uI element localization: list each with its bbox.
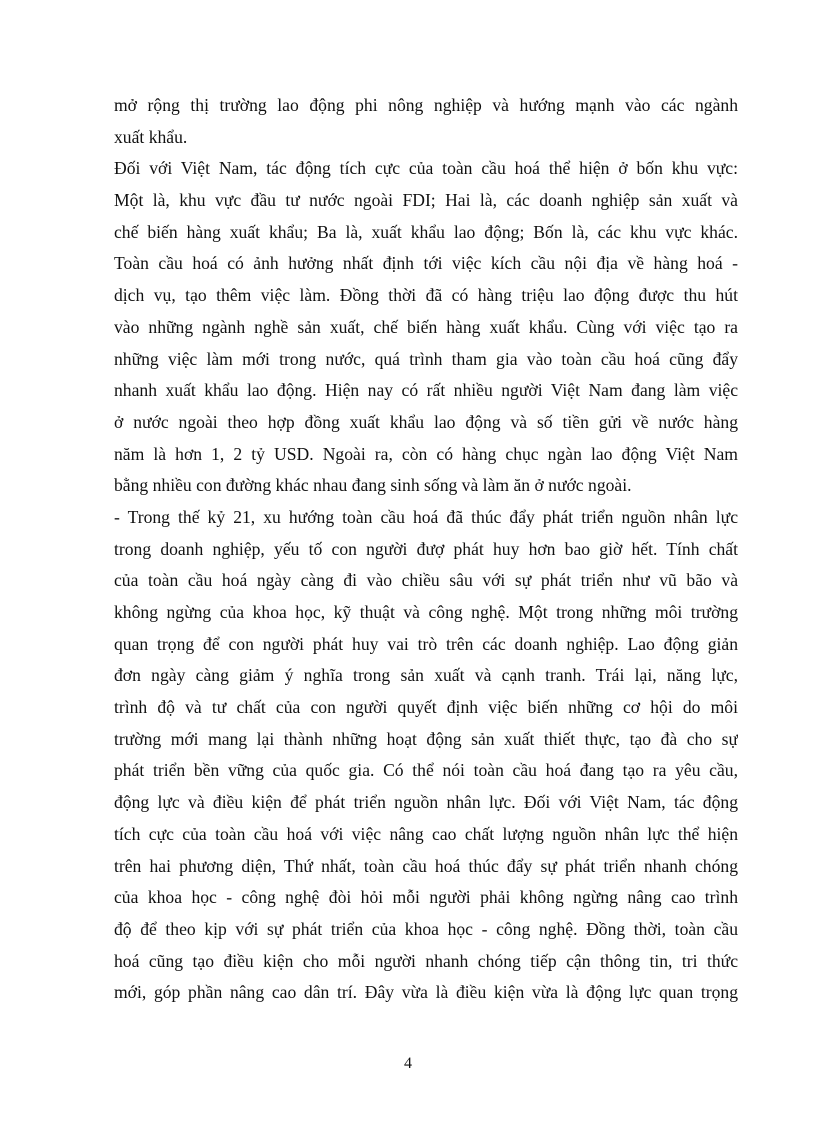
text-line: những việc làm mới trong nước, quá trình tham gia vào toàn cầu hoá cũng đẩy xyxy=(114,348,738,369)
text-line: nhanh xuất khẩu lao động. Hiện nay có rất nhiều người Việt Nam đang làm việc xyxy=(114,380,738,401)
text-line: của toàn cầu hoá ngày càng đi vào chiều sâu với sự phát triển như vũ bão và xyxy=(114,570,738,591)
text-line: Đối với Việt Nam, tác động tích cực của toàn cầu hoá thể hiện ở bốn khu vực: xyxy=(114,158,738,179)
text-line: không ngừng của khoa học, kỹ thuật và công nghệ. Một trong những môi trường xyxy=(114,602,738,622)
text-line: mới, góp phần nâng cao dân trí. Đây vừa là điều kiện vừa là động lực quan trọng xyxy=(114,982,738,1003)
text-line: hoá cũng tạo điều kiện cho mỗi người nhanh chóng tiếp cận thông tin, tri thức xyxy=(114,950,738,971)
text-line: trên hai phương diện, Thứ nhất, toàn cầu hoá thúc đẩy sự phát triển nhanh chóng xyxy=(114,855,738,876)
text-line: đơn ngày càng giảm ý nghĩa trong sản xuất và cạnh tranh. Trái lại, năng lực, xyxy=(114,665,738,686)
page-number: 4 xyxy=(404,1055,412,1072)
text-line: độ để theo kịp với sự phát triển của khoa học - công nghệ. Đồng thời, toàn cầu xyxy=(114,918,738,939)
text-line: Một là, khu vực đầu tư nước ngoài FDI; Hai là, các doanh nghiệp sản xuất và xyxy=(114,190,738,211)
text-line: chế biến hàng xuất khẩu; Ba là, xuất khẩu lao động; Bốn là, các khu vực khác. xyxy=(114,221,738,242)
text-line: trình độ và tư chất của con người quyết định việc biến những cơ hội do môi xyxy=(114,697,738,718)
text-line: - Trong thế kỷ 21, xu hướng toàn cầu hoá đã thúc đẩy phát triển nguồn nhân lực xyxy=(114,506,738,527)
body-text xyxy=(114,90,738,1009)
text-line: ở nước ngoài theo hợp đồng xuất khẩu lao động và số tiền gửi về nước hàng xyxy=(114,411,738,432)
text-line: Toàn cầu hoá có ảnh hưởng nhất định tới việc kích cầu nội địa về hàng hoá - xyxy=(114,253,738,274)
text-line: bằng nhiều con đường khác nhau đang sinh sống và làm ăn ở nước ngoài. xyxy=(114,475,632,496)
text-line: năm là hơn 1, 2 tỷ USD. Ngoài ra, còn có hàng chục ngàn lao động Việt Nam xyxy=(114,443,738,464)
text-line: động lực và điều kiện để phát triển nguồn nhân lực. Đối với Việt Nam, tác động xyxy=(114,792,738,813)
text-line: quan trọng để con người phát huy vai trò trên các doanh nghiệp. Lao động giản xyxy=(114,633,738,654)
text-line: trường mới mang lại thành những hoạt động sản xuất thiết thực, tạo đà cho sự xyxy=(114,728,738,749)
text-line: của khoa học - công nghệ đòi hỏi mỗi người phải không ngừng nâng cao trình xyxy=(114,887,738,908)
text-line: tích cực của toàn cầu hoá với việc nâng cao chất lượng nguồn nhân lực thể hiện xyxy=(114,823,738,844)
text-line: xuất khẩu. xyxy=(114,126,188,147)
text-line: phát triển bền vững của quốc gia. Có thể nói toàn cầu hoá đang tạo ra yêu cầu, xyxy=(114,760,738,781)
text-line: dịch vụ, tạo thêm việc làm. Đồng thời đã có hàng triệu lao động được thu hút xyxy=(114,285,738,306)
text-line: mở rộng thị trường lao động phi nông nghiệp và hướng mạnh vào các ngành xyxy=(114,95,738,115)
text-line: trong doanh nghiệp, yếu tố con người đượ phát huy hơn bao giờ hết. Tính chất xyxy=(114,538,738,559)
text-line: vào những ngành nghề sản xuất, chế biến hàng xuất khẩu. Cùng với việc tạo ra xyxy=(114,316,738,337)
